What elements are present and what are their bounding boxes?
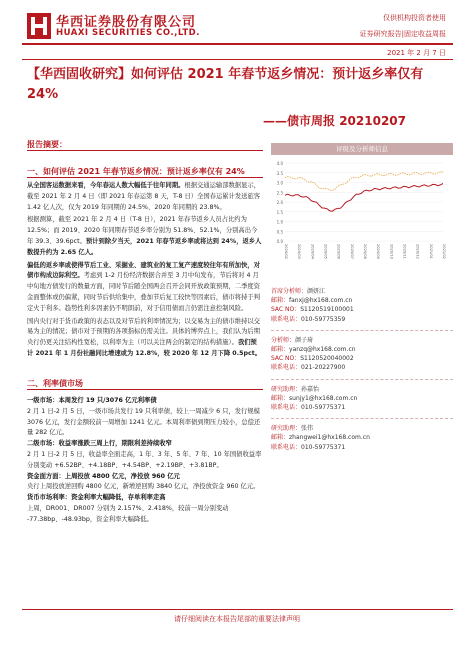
analyst-phone-row: [271, 443, 453, 452]
body-text: 根据交通运输部数据显示，截至 2021 年 2 月 4 日（即 2021 年春运第 8 天，T-8 日）全国春运累计发送旅客 1.42 亿人次，仅为 2019 年同期的 24.5%、2020 年同期的 23.8%。: [27, 182, 261, 211]
audience-note: 仅供机构投资者使用: [383, 14, 446, 22]
analyst-phone-label: 联系电话：: [271, 443, 302, 451]
x-tick-label: 2021/01: [428, 244, 433, 259]
x-tick-label: 2020/04: [310, 244, 315, 259]
analyst-card: [271, 424, 453, 452]
analyst-email-label: 邮箱：: [271, 346, 290, 353]
series-line-2: [285, 184, 443, 212]
report-title: 【华西固收研究】如何评估 2021 年春节返乡情况：预计返乡率仅有 24%: [27, 67, 424, 102]
analyst-phone: 010-59775371: [301, 443, 346, 451]
analyst-phone-label: 联系电话：: [271, 404, 302, 411]
analyst-separator: [271, 330, 453, 332]
y-tick-label: 4.0: [276, 161, 283, 166]
analyst-email-row: [271, 296, 453, 305]
summary-heading: 报告摘要：: [27, 140, 67, 149]
analyst-sac-row: [271, 354, 453, 363]
x-tick-label: 2021/02: [442, 244, 446, 259]
chart-title: 评级及分析师信息: [271, 143, 453, 155]
analyst-email[interactable]: zhangwei1@hx168.com.cn: [289, 434, 370, 442]
analyst-email-label: 邮箱：: [271, 434, 290, 442]
chart-svg: [271, 155, 453, 275]
analyst-name: 颜妍江: [307, 288, 326, 295]
primary-market-title: 一级市场：本周发行 19 只/3076 亿元利率债: [27, 397, 157, 404]
y-tick-label: 1.0: [276, 219, 283, 225]
header-divider: [22, 43, 453, 45]
analyst-card: [271, 385, 453, 413]
x-tick-label: 2020/12: [415, 244, 420, 259]
header-divider-thin: [22, 59, 453, 60]
body-text: 对于信用债而言仍需注意控制风险。: [146, 304, 248, 312]
analyst-phone-row: [271, 315, 453, 324]
analyst-name-label: 分析师：: [271, 336, 296, 344]
report-subtitle: ——债市周报 20210207: [263, 114, 406, 128]
x-tick-label: 2020/03: [297, 244, 302, 259]
analyst-sac-label: SAC NO：: [271, 355, 301, 363]
analyst-sac: S1120520040002: [300, 355, 354, 363]
summary-divider: [27, 150, 263, 151]
section2-divider: [27, 389, 263, 390]
analyst-name: 孙嘉怡: [301, 385, 320, 393]
y-tick-label: 3.0: [276, 180, 283, 186]
analyst-separator: [271, 379, 453, 381]
analyst-email-row: [271, 394, 453, 403]
liquidity-text: 央行上周投放逆回购 4800 亿元，新增逆回购 3840 亿元，净投放资金 960 亿元。: [27, 483, 260, 491]
analyst-phone: 010-59775371: [301, 404, 346, 411]
money-market-text: 上周，DR001、DR007 分别为 2.157%、2.418%，较前一周分别变动 -77.38bp、-48.93bp，资金利率大幅降低。: [27, 504, 229, 523]
section1-paragraph: [27, 181, 263, 213]
x-tick-label: 2020/05: [323, 244, 328, 259]
section1-body: [27, 181, 263, 362]
analyst-sac: S1120519100001: [300, 306, 354, 314]
analyst-email-row: [271, 345, 453, 354]
analyst-name-label: 研究助理：: [271, 385, 302, 393]
section1-paragraph: [27, 261, 263, 315]
analyst-sac-label: SAC NO：: [271, 306, 301, 314]
analyst-phone-row: [271, 403, 453, 412]
company-name-en: HUAXI SECURITIES CO.,LTD.: [56, 28, 200, 38]
legal-notice: 请仔细阅读在本报告尾部的重要法律声明: [174, 615, 300, 623]
y-tick-label: 0.0: [276, 239, 283, 244]
key-statement: 偏低的返乡率或使得节后工业、采掘业、建筑业的复工复产速度较往年有所加快，对债市构成边际利空。: [27, 261, 260, 280]
analyst-sac-row: [271, 305, 453, 314]
body-text: 国内央行对于货币政策的表态以及对节后的利率情况为；以交易为主的债市维持以交易为主的情况；债市对于预期的各项指标仍需关注。具体的博弈点上，我们认为后期央行仍更关注结构性宽松，以利率为主（可以关注两会的制定的结构措施）。: [27, 317, 260, 347]
report-type: 证券研究报告|固定收益周报: [359, 30, 446, 38]
analyst-card: [271, 336, 453, 373]
body-text: 考虑到 1-2 月份经济数据合并至 3 月中旬发布，节后将对 4 月中旬地方债发行的数量方面，同时节后随全国两会召开会同开放政策预期，二季度资金面整体或仍偏紧，同时节后供给集中，叠加节后复工较快等因素后，债市将持于判定火于利多。趋势性利多因素仍不明朗前，: [27, 272, 260, 312]
x-tick-label: 2020/09: [376, 244, 381, 259]
primary-market-text: 2 月 1 日-2 月 5 日，一级市场共发行 19 只利率债，较上一周减少 6 只，发行规模 3076 亿元，发行金额较前一周增加 1241 亿元。本周利率债到期压力较小，总偿还量 282 亿元。: [27, 407, 261, 437]
company-logo-icon: [27, 13, 51, 39]
section2-heading: 二、利率债市场: [27, 379, 83, 388]
analyst-name-row: [271, 424, 453, 433]
x-tick-label: 2020/02: [284, 244, 288, 259]
section2-body: [27, 396, 263, 526]
x-tick-label: 2020/06: [336, 244, 341, 259]
y-tick-label: 1.5: [276, 209, 283, 215]
report-date: 2021 年 2 月 7 日: [387, 49, 446, 57]
body-text: 根据测算，截至 2021 年 2 月 4 日（T-8 日），2021 年春节返乡人员占比约为 12.5%；而 2019、2020 年同期春节返乡率分别为 51.8%、52.1%，分别高出今年 39.3、39.6pct。: [27, 216, 258, 245]
y-tick-label: 0.5: [276, 229, 283, 235]
x-tick-label: 2020/11: [402, 244, 407, 259]
analyst-email[interactable]: fanxj@hx168.com.cn: [289, 297, 353, 305]
analyst-card: [271, 287, 453, 324]
x-tick-label: 2020/10: [389, 244, 394, 259]
company-name-cn: 华西证券股份有限公司: [56, 15, 197, 30]
analyst-email[interactable]: sunjy1@hx168.com.cn: [289, 394, 358, 402]
analyst-name: 颜子琦: [295, 336, 314, 344]
analyst-phone-label: 联系电话：: [271, 364, 302, 372]
y-tick-label: 2.5: [276, 190, 283, 196]
analyst-email[interactable]: yanzq@hx168.com.cn: [289, 346, 356, 353]
analyst-name-row: [271, 287, 453, 296]
analyst-name-row: [271, 336, 453, 345]
analyst-phone-row: [271, 363, 453, 372]
money-market-title: 货币市场利率：资金利率大幅降低，存单利率走高: [27, 494, 166, 502]
key-statement: 预计到除夕当天，2021 年春节返乡率或将达到 24%，返乡人数提升约为 2.65 亿人。: [27, 237, 262, 256]
analyst-email-label: 邮箱：: [271, 297, 290, 305]
analyst-email-label: 邮箱：: [271, 394, 290, 402]
analyst-phone: 010-59775359: [301, 315, 346, 323]
section1-heading: 一、如何评估 2021 年春节返乡情况：预计返乡率仅有 24%: [27, 167, 245, 176]
analyst-phone: 021-20227900: [301, 364, 346, 372]
y-tick-label: 3.5: [276, 170, 283, 176]
section1-paragraph: [27, 317, 263, 360]
secondary-market-title: 二级市场：收益率涨跌三周上行，期限利差持续收窄: [27, 440, 172, 448]
analyst-separator: [271, 418, 453, 420]
section1-divider: [27, 177, 263, 178]
key-statement: 我们预计 2021 年 1 月份社融同比增速或为 12.8%，较 2020 年 12 月下降 0.5pct。: [27, 339, 262, 357]
liquidity-title: 资金面方面：上周投放 4800 亿元，净投放 960 亿元: [27, 472, 180, 480]
analyst-name-label: 研究助理：: [271, 425, 302, 433]
key-statement: 从全国客运数据来看，今年春运人数大幅低于往年同期。: [27, 182, 185, 189]
x-tick-label: 2020/08: [363, 244, 367, 259]
series-line-1: [285, 172, 443, 191]
analyst-email-row: [271, 433, 453, 442]
secondary-market-text: 2 月 1 日-2 月 5 日，收益率全面走高，1 年、3 年、5 年、7 年、10 年国债收益率分别变动 +6.52BP、+4.18BP、+4.54BP、+2.19BP、+3.81BP。: [27, 450, 262, 469]
y-tick-label: 2.0: [276, 200, 283, 205]
section1-paragraph: [27, 215, 263, 258]
footer-divider: [22, 609, 453, 610]
analyst-name: 张伟: [301, 425, 314, 433]
x-tick-label: 2020/07: [349, 244, 354, 259]
analyst-name-label: 首席分析师：: [271, 288, 308, 295]
analyst-phone-label: 联系电话：: [271, 315, 302, 323]
rating-chart: [271, 155, 453, 275]
analyst-name-row: [271, 385, 453, 394]
